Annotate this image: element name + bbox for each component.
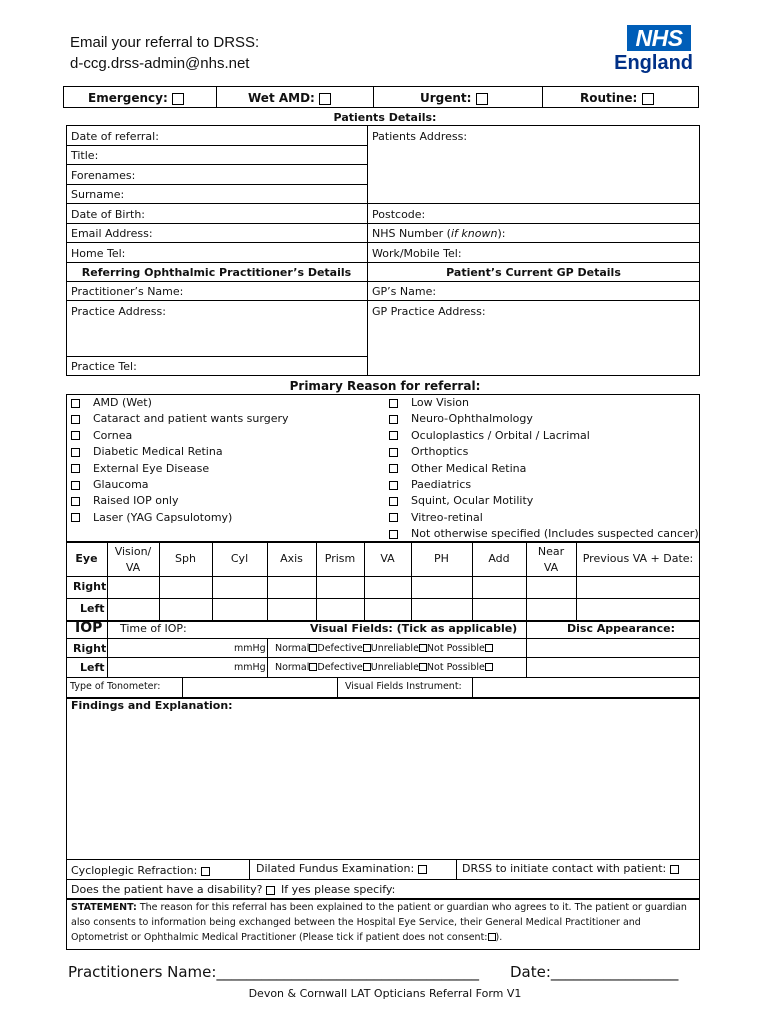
- reason-label: External Eye Disease: [93, 461, 210, 475]
- vf-instrument-field[interactable]: Visual Fields Instrument:: [345, 681, 462, 692]
- disability-checkbox[interactable]: [266, 886, 275, 895]
- col-vision-line1: Vision/: [114, 545, 152, 558]
- reason-option[interactable]: [71, 478, 149, 491]
- vf-left-defective-checkbox[interactable]: [363, 663, 371, 671]
- reason-label: Other Medical Retina: [411, 461, 527, 475]
- reason-label: AMD (Wet): [93, 396, 152, 409]
- practitioner-signature-name[interactable]: Practitioners Name:___________________________________: [68, 963, 479, 981]
- reason-label: Laser (YAG Capsulotomy): [93, 510, 233, 524]
- disability-specify-field[interactable]: If yes please specify:: [281, 883, 396, 896]
- reason-label: Neuro-Ophthalmology: [411, 412, 533, 426]
- reason-option[interactable]: [71, 412, 289, 425]
- nhs-number-hint: if known: [450, 227, 498, 240]
- col-sph: Sph: [175, 552, 196, 565]
- visual-fields-title: Visual Fields: (Tick as applicable): [310, 622, 518, 635]
- statement-line2: also consents to information being exchanged between the Hospital Eye Service, their General Medical Practitioner and: [71, 917, 641, 928]
- email-line1: Email your referral to DRSS:: [70, 34, 260, 51]
- primary-reason-title: Primary Reason for referral:: [289, 379, 481, 393]
- col-prism: Prism: [324, 552, 356, 565]
- vf-right-not-possible-checkbox[interactable]: [485, 644, 493, 652]
- reason-label: Cataract and patient wants surgery: [93, 412, 289, 426]
- tonometer-field[interactable]: Type of Tonometer:: [70, 681, 161, 692]
- forenames-field[interactable]: Forenames:: [71, 169, 136, 182]
- vf-left-unreliable-checkbox[interactable]: [419, 663, 427, 671]
- drss-contact-checkbox[interactable]: [670, 865, 679, 874]
- reason-option[interactable]: [389, 445, 468, 458]
- reason-checkbox[interactable]: [389, 415, 398, 424]
- vf-right-not-possible-label: Not Possible: [426, 643, 485, 654]
- findings-title: Findings and Explanation:: [71, 699, 233, 712]
- row-right-label: Right: [73, 580, 107, 593]
- reason-option[interactable]: [389, 429, 590, 442]
- dilated-checkbox[interactable]: [418, 865, 427, 874]
- routine-label: Routine:: [580, 91, 638, 105]
- wet-amd-checkbox[interactable]: [319, 93, 331, 105]
- vf-left-normal-label: Normal: [275, 662, 310, 673]
- vf-right-defective-checkbox[interactable]: [363, 644, 371, 652]
- emergency-option[interactable]: [88, 91, 184, 105]
- reason-option[interactable]: [389, 462, 526, 475]
- wet-amd-option[interactable]: [248, 91, 331, 105]
- reason-option[interactable]: [389, 478, 471, 491]
- email-instruction: [70, 32, 259, 74]
- col-vision: [107, 544, 159, 576]
- practitioner-details-title: Referring Ophthalmic Practitioner’s Details: [81, 266, 352, 279]
- reason-label: Diabetic Medical Retina: [93, 445, 223, 459]
- statement-text1: The reason for this referral has been explained to the patient or guardian who agrees to it. The patient or guardian: [136, 902, 687, 913]
- gp-details-title: Patient’s Current GP Details: [446, 266, 621, 279]
- reason-option[interactable]: [71, 494, 178, 507]
- reason-label: Not otherwise specified (Includes suspected cancer): [411, 527, 699, 541]
- vf-right-unreliable-checkbox[interactable]: [419, 644, 427, 652]
- reason-label: Low Vision: [411, 396, 469, 409]
- patient-address-field[interactable]: Patients Address:: [372, 130, 468, 143]
- urgent-option[interactable]: [420, 91, 488, 105]
- reason-checkbox[interactable]: [71, 464, 80, 473]
- email-field[interactable]: Email Address:: [71, 227, 153, 240]
- nhs-logo-text: NHS: [635, 25, 683, 51]
- col-near-va: [526, 544, 576, 576]
- disability-label: Does the patient have a disability?: [71, 883, 263, 896]
- vf-right-normal-label: Normal: [275, 643, 310, 654]
- row-left-label: Left: [80, 602, 105, 615]
- reason-checkbox[interactable]: [71, 415, 80, 424]
- vf-right-unreliable-label: Unreliable: [370, 643, 419, 654]
- reason-checkbox[interactable]: [71, 497, 80, 506]
- reason-option[interactable]: [389, 412, 533, 425]
- reason-option[interactable]: [71, 429, 132, 442]
- col-axis: Axis: [280, 552, 303, 565]
- reason-label: Raised IOP only: [93, 494, 179, 508]
- reason-checkbox[interactable]: [71, 431, 80, 440]
- practice-tel-field[interactable]: Practice Tel:: [71, 360, 137, 373]
- nhs-number-label: NHS Number (: [372, 227, 451, 240]
- vf-left-unreliable-label: Unreliable: [370, 662, 419, 673]
- reason-checkbox[interactable]: [389, 399, 398, 408]
- disc-appearance-title: Disc Appearance:: [567, 622, 676, 635]
- reason-option[interactable]: [389, 396, 469, 409]
- reason-option[interactable]: [71, 462, 209, 475]
- title-field[interactable]: Title:: [71, 149, 99, 162]
- col-ph: PH: [434, 552, 449, 565]
- england-logo-text: England: [614, 52, 693, 74]
- vf-left-options: [275, 662, 493, 673]
- reason-checkbox[interactable]: [389, 431, 398, 440]
- reason-label: Vitreo-retinal: [411, 510, 483, 524]
- reason-checkbox[interactable]: [389, 530, 398, 539]
- emergency-checkbox[interactable]: [172, 93, 184, 105]
- iop-right-label: Right: [73, 642, 107, 655]
- reason-label: Cornea: [93, 428, 133, 442]
- nhs-number-end: ):: [497, 227, 506, 240]
- statement-text3-end: ).: [495, 932, 503, 943]
- reason-option[interactable]: [71, 445, 223, 458]
- disability-option[interactable]: [71, 883, 275, 896]
- date-of-referral-field[interactable]: Date of referral:: [71, 130, 159, 143]
- cycloplegic-checkbox[interactable]: [201, 867, 210, 876]
- routine-checkbox[interactable]: [642, 93, 654, 105]
- routine-option[interactable]: [580, 91, 654, 105]
- col-near-line1: Near: [537, 545, 565, 558]
- gp-practice-address-field[interactable]: GP Practice Address:: [372, 305, 486, 318]
- iop-left-unit: mmHg: [234, 662, 266, 673]
- reason-label: Orthoptics: [411, 445, 469, 459]
- work-tel-field[interactable]: Work/Mobile Tel:: [372, 247, 462, 260]
- reason-checkbox[interactable]: [389, 464, 398, 473]
- time-of-iop-field[interactable]: Time of IOP:: [120, 622, 187, 635]
- vf-left-not-possible-label: Not Possible: [426, 662, 485, 673]
- practitioner-name-field[interactable]: Practitioner’s Name:: [71, 285, 184, 298]
- reason-option[interactable]: [389, 527, 699, 540]
- cycloplegic-option[interactable]: [71, 864, 210, 877]
- nhs-england-logo: [605, 25, 697, 81]
- reason-option[interactable]: [71, 396, 152, 409]
- reason-label: Oculoplastics / Orbital / Lacrimal: [411, 428, 590, 442]
- vf-right-options: [275, 643, 493, 654]
- statement-line1: [71, 902, 687, 913]
- iop-label: IOP: [75, 620, 103, 636]
- nhs-logo-box: [627, 25, 691, 51]
- iop-right-unit: mmHg: [234, 643, 266, 654]
- wet-amd-label: Wet AMD:: [248, 91, 315, 105]
- statement-label: STATEMENT:: [71, 902, 137, 913]
- vf-right-defective-label: Defective: [317, 643, 363, 654]
- reason-option[interactable]: [389, 494, 533, 507]
- col-previous-va: Previous VA + Date:: [582, 552, 694, 565]
- col-vision-line2: VA: [125, 561, 141, 574]
- col-eye: Eye: [75, 552, 98, 565]
- reason-checkbox[interactable]: [389, 481, 398, 490]
- patients-details-title: Patients Details:: [333, 111, 437, 124]
- reason-option[interactable]: [71, 511, 232, 524]
- statement-line3: [71, 932, 502, 943]
- vf-left-not-possible-checkbox[interactable]: [485, 663, 493, 671]
- email-address: d-ccg.drss-admin@nhs.net: [70, 55, 250, 72]
- col-cyl: Cyl: [230, 552, 249, 565]
- vf-left-defective-label: Defective: [317, 662, 363, 673]
- dilated-label: Dilated Fundus Examination:: [256, 862, 415, 875]
- urgent-label: Urgent:: [420, 91, 472, 105]
- reason-option[interactable]: [389, 511, 483, 524]
- surname-field[interactable]: Surname:: [71, 188, 125, 201]
- gp-name-field[interactable]: GP’s Name:: [372, 285, 437, 298]
- reason-checkbox[interactable]: [389, 497, 398, 506]
- reason-checkbox[interactable]: [389, 448, 398, 457]
- reason-label: Glaucoma: [93, 478, 149, 491]
- col-va: VA: [380, 552, 395, 565]
- form-footer: Devon & Cornwall LAT Opticians Referral Form V1: [248, 987, 522, 1000]
- postcode-field[interactable]: Postcode:: [372, 208, 426, 221]
- practice-address-field[interactable]: Practice Address:: [71, 305, 166, 318]
- home-tel-field[interactable]: Home Tel:: [71, 247, 126, 260]
- reason-label: Squint, Ocular Motility: [411, 494, 534, 508]
- reason-checkbox[interactable]: [389, 513, 398, 522]
- drss-contact-option[interactable]: [462, 862, 679, 875]
- statement-text3: Optometrist or Ophthalmic Medical Practitioner (Please tick if patient does not consent:: [71, 932, 488, 943]
- signature-date[interactable]: Date:_________________: [510, 963, 679, 981]
- emergency-label: Emergency:: [88, 91, 168, 105]
- nhs-number-field[interactable]: [372, 227, 505, 240]
- col-near-line2: VA: [543, 561, 559, 574]
- reason-checkbox[interactable]: [71, 399, 80, 408]
- drss-contact-label: DRSS to initiate contact with patient:: [462, 862, 667, 875]
- reason-checkbox[interactable]: [71, 448, 80, 457]
- cycloplegic-label: Cycloplegic Refraction:: [71, 864, 198, 877]
- no-consent-checkbox[interactable]: [488, 933, 496, 941]
- iop-left-label: Left: [80, 661, 105, 674]
- reason-label: Paediatrics: [411, 478, 472, 491]
- reason-checkbox[interactable]: [71, 513, 80, 522]
- col-add: Add: [488, 552, 510, 565]
- reason-checkbox[interactable]: [71, 481, 80, 490]
- dob-field[interactable]: Date of Birth:: [71, 208, 146, 221]
- dilated-option[interactable]: [256, 862, 427, 875]
- urgent-checkbox[interactable]: [476, 93, 488, 105]
